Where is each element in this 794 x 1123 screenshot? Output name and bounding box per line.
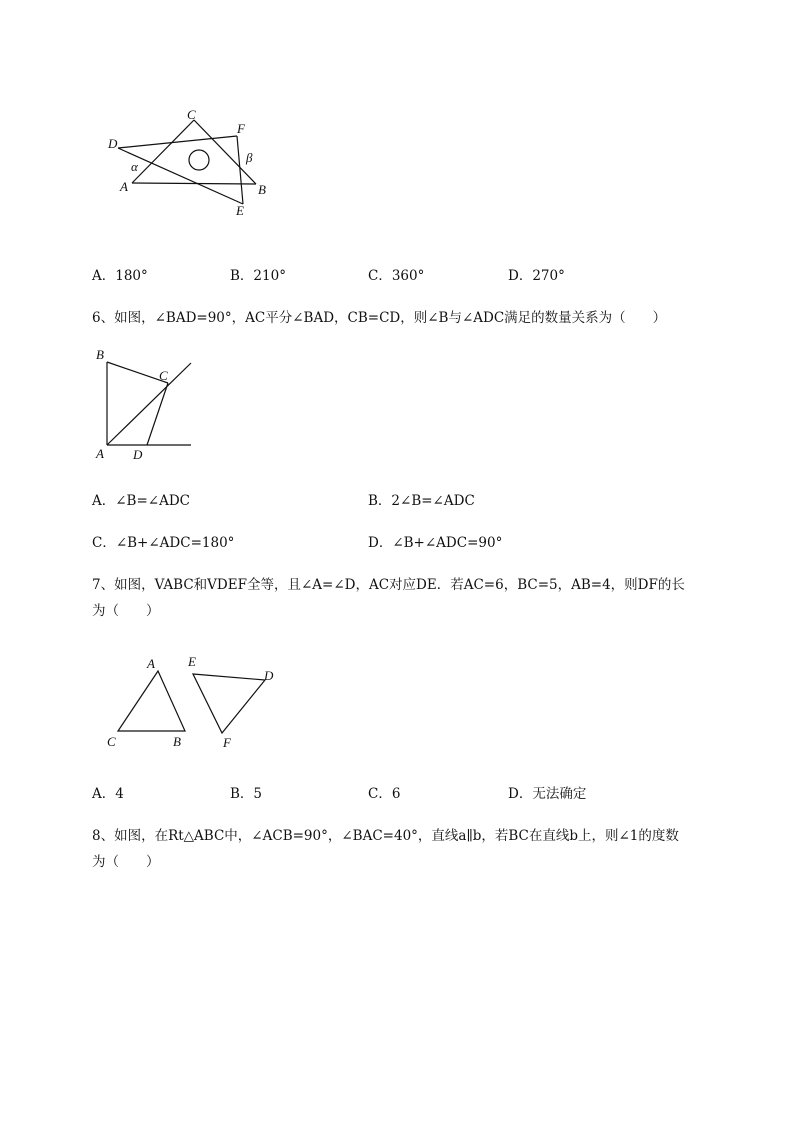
q6-label-d: D xyxy=(133,447,143,462)
q5-label-a: A xyxy=(120,179,128,194)
q5-label-b: B xyxy=(258,182,266,197)
q7-label-f: F xyxy=(223,735,231,750)
q7-question-text-line1: 7、如图，VABC和VDEF全等，且∠A=∠D，AC对应DE．若AC=6，BC=5，AB=4，则DF的长 xyxy=(92,577,685,593)
q5-label-alpha: α xyxy=(131,159,138,174)
q7-option-d[interactable]: D．无法确定 xyxy=(508,786,587,802)
q5-option-a[interactable]: A．180° xyxy=(92,268,148,284)
q8-question-text-line2: 为（ ） xyxy=(92,854,160,870)
q6-option-b[interactable]: B．2∠B=∠ADC xyxy=(368,493,475,509)
q7-label-e: E xyxy=(188,654,196,669)
q5-option-c[interactable]: C．360° xyxy=(368,268,425,284)
q5-label-d: D xyxy=(108,136,118,151)
q7-figure xyxy=(100,650,290,755)
q6-label-c: C xyxy=(159,368,168,383)
q5-option-d[interactable]: D．270° xyxy=(508,268,565,284)
q6-question-text: 6、如图，∠BAD=90°，AC平分∠BAD，CB=CD，则∠B与∠ADC满足的数量关系为（ ） xyxy=(92,310,667,326)
q7-question-text-line2: 为（ ） xyxy=(92,603,160,619)
q6-option-c[interactable]: C．∠B+∠ADC=180° xyxy=(92,535,235,551)
q7-label-a: A xyxy=(147,656,155,671)
q7-option-c[interactable]: C．6 xyxy=(368,786,401,802)
q5-figure xyxy=(100,100,280,225)
q6-geometry-diagram xyxy=(90,345,200,465)
q7-label-c: C xyxy=(107,734,116,749)
q5-label-beta: β xyxy=(246,150,253,165)
q6-figure xyxy=(90,345,200,465)
q6-label-b: B xyxy=(96,347,104,362)
q6-option-a[interactable]: A．∠B=∠ADC xyxy=(92,493,191,509)
q6-option-d[interactable]: D．∠B+∠ADC=90° xyxy=(368,535,503,551)
q5-label-c: C xyxy=(187,107,196,122)
q7-label-b: B xyxy=(173,734,181,749)
q7-option-a[interactable]: A．4 xyxy=(92,786,124,802)
q7-option-b[interactable]: B．5 xyxy=(230,786,263,802)
q5-label-e: E xyxy=(236,203,244,218)
q7-geometry-diagram xyxy=(100,650,290,755)
q8-question-text-line1: 8、如图，在Rt△ABC中，∠ACB=90°，∠BAC=40°，直线a∥b，若BC在直线b上，则∠1的度数 xyxy=(92,828,679,844)
q5-option-b[interactable]: B．210° xyxy=(230,268,286,284)
q6-label-a: A xyxy=(96,446,104,461)
q5-geometry-diagram xyxy=(100,100,280,225)
q5-label-f: F xyxy=(237,121,245,136)
q7-label-d: D xyxy=(264,668,274,683)
